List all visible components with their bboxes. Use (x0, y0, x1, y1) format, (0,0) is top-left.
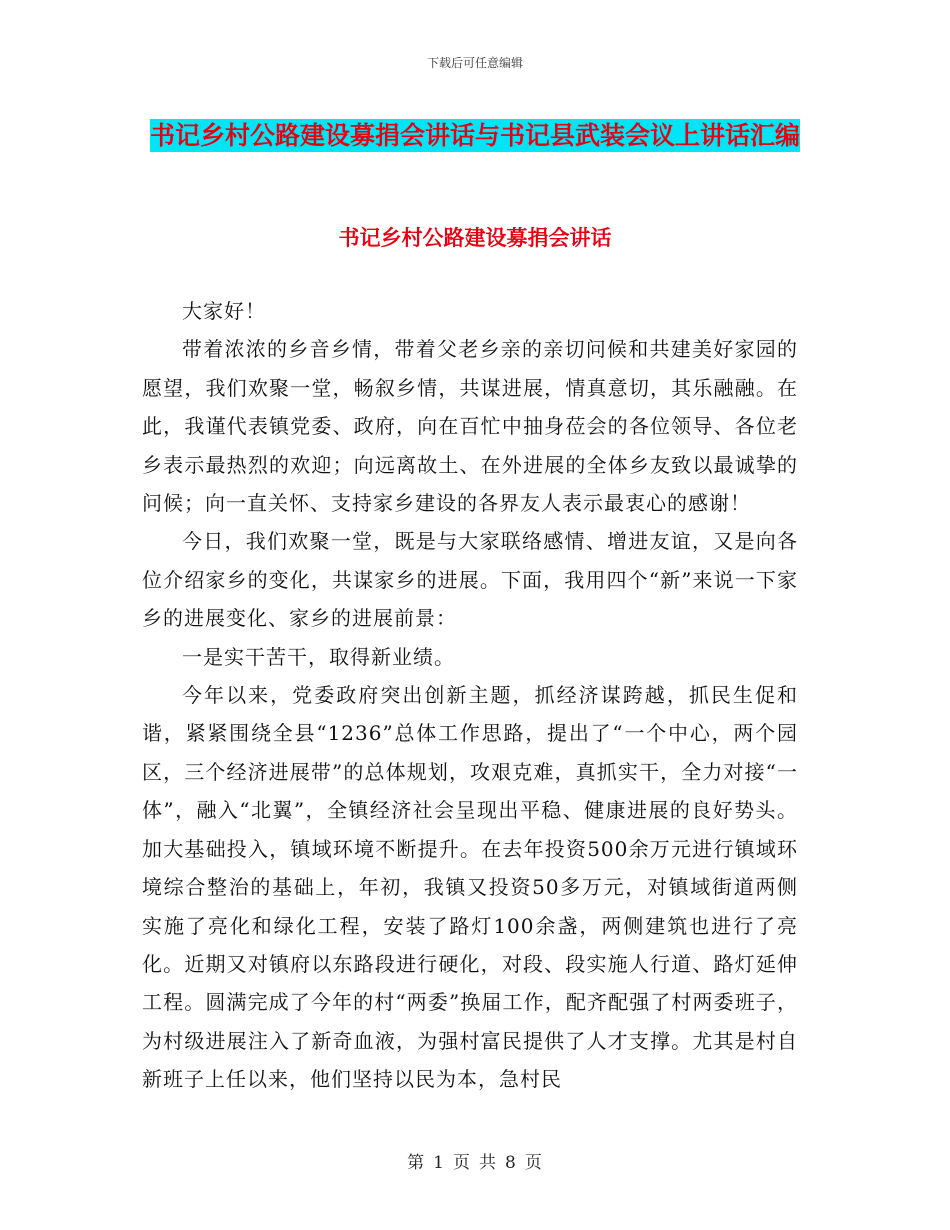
footer-total-label: 共 (479, 1153, 497, 1173)
body-paragraph: 一是实干苦干，取得新业绩。 (182, 644, 455, 669)
body-paragraph: 今年以来，党委政府突出创新主题，抓经济谋跨越，抓民生促和谐，紧紧围绕全县“1236”总体工作思路，提出了“一个中心，两个园区，三个经济进展带”的总体规划，攻艰克难，真抓实干，全力对接“一体”，融入“北翼”，全镇经济社会呈现出平稳、健康进展的良好势头。加大基础投入，镇域环境不断提升。在去年投资500余万元进行镇域环境综合整治的基础上，年初，我镇又投资50多万元，对镇域街道两侧实施了亮化和绿化工程，安装了路灯100余盏，两侧建筑也进行了亮化。近期又对镇府以东路段进行硬化，对段、段实施人行道、路灯延伸工程。圆满完成了今年的村“两委”换届工作，配齐配强了村两委班子，为村级进展注入了新奇血液，为强村富民提供了人才支撑。尤其是村自新班子上任以来，他们坚持以民为本，急村民 (142, 683, 798, 1092)
footer-total-pages: 8 (505, 1153, 517, 1173)
section-title: 书记乡村公路建设募捐会讲话 (338, 226, 612, 250)
footer-page-label: 页 (453, 1153, 471, 1173)
footer-page-number: 1 (433, 1153, 445, 1173)
footer-suffix: 页 (524, 1153, 543, 1173)
body-paragraph: 今日，我们欢聚一堂，既是与大家联络感情、增进友谊，又是向各位介绍家乡的变化，共谋家乡的进展。下面，我用四个“新”来说一下家乡的进展变化、家乡的进展前景： (142, 529, 798, 631)
page-footer (0, 1148, 950, 1173)
page-header-note: 下载后可任意编辑 (426, 56, 523, 70)
footer-prefix: 第 (407, 1153, 426, 1173)
body-paragraph: 带着浓浓的乡音乡情，带着父老乡亲的亲切问候和共建美好家园的愿望，我们欢聚一堂，畅叙乡情，共谋进展，情真意切，其乐融融。在此，我谨代表镇党委、政府，向在百忙中抽身莅会的各位领导、各位老乡表示最热烈的欢迎；向远离故土、在外进展的全体乡友致以最诚挚的问候；向一直关怀、支持家乡建设的各界友人表示最衷心的感谢！ (142, 337, 798, 516)
document-body (142, 292, 798, 1099)
document-title-text: 书记乡村公路建设募捐会讲话与书记县武装会议上讲话汇编 (150, 121, 801, 150)
body-paragraph: 大家好！ (182, 299, 266, 323)
document-title (150, 110, 800, 162)
